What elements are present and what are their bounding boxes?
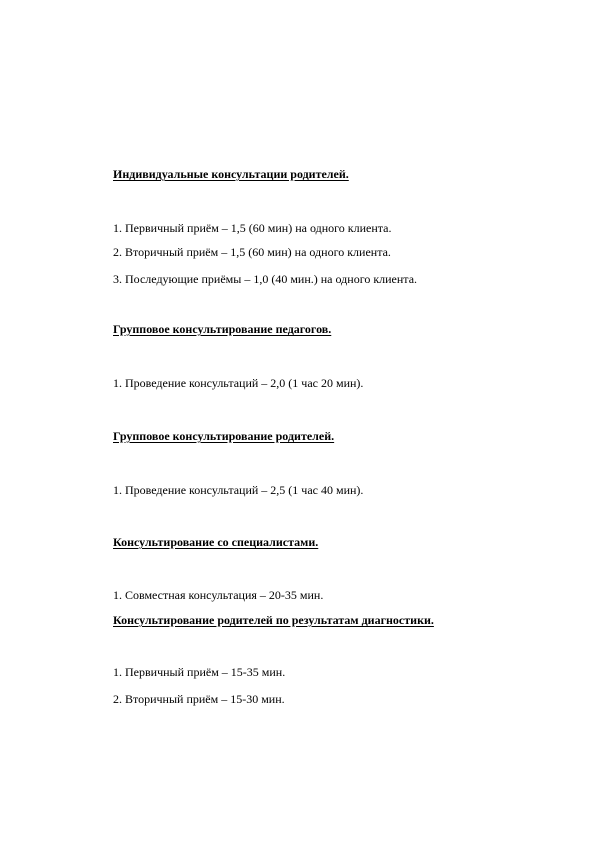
section-heading-diagnostics-parents: Консультирование родителей по результатам диагностики. bbox=[113, 613, 434, 627]
section-heading-group-teachers: Групповое консультирование педагогов. bbox=[113, 322, 332, 336]
list-item: 1. Первичный приём – 15-35 мин. bbox=[113, 665, 286, 679]
list-item: 2. Вторичный приём – 15-30 мин. bbox=[113, 692, 285, 706]
list-item: 1. Проведение консультаций – 2,0 (1 час 20 мин). bbox=[113, 376, 364, 390]
section-heading-group-parents: Групповое консультирование родителей. bbox=[113, 429, 335, 443]
list-item: 2. Вторичный приём – 1,5 (60 мин) на одного клиента. bbox=[113, 245, 391, 259]
list-item: 1. Проведение консультаций – 2,5 (1 час 40 мин). bbox=[113, 483, 364, 497]
list-item: 1. Совместная консультация – 20-35 мин. bbox=[113, 588, 324, 602]
list-item: 3. Последующие приёмы – 1,0 (40 мин.) на одного клиента. bbox=[113, 272, 418, 286]
list-item: 1. Первичный приём – 1,5 (60 мин) на одного клиента. bbox=[113, 221, 392, 235]
section-heading-specialists: Консультирование со специалистами. bbox=[113, 535, 319, 549]
section-heading-individual-parents: Индивидуальные консультации родителей. bbox=[113, 167, 349, 181]
